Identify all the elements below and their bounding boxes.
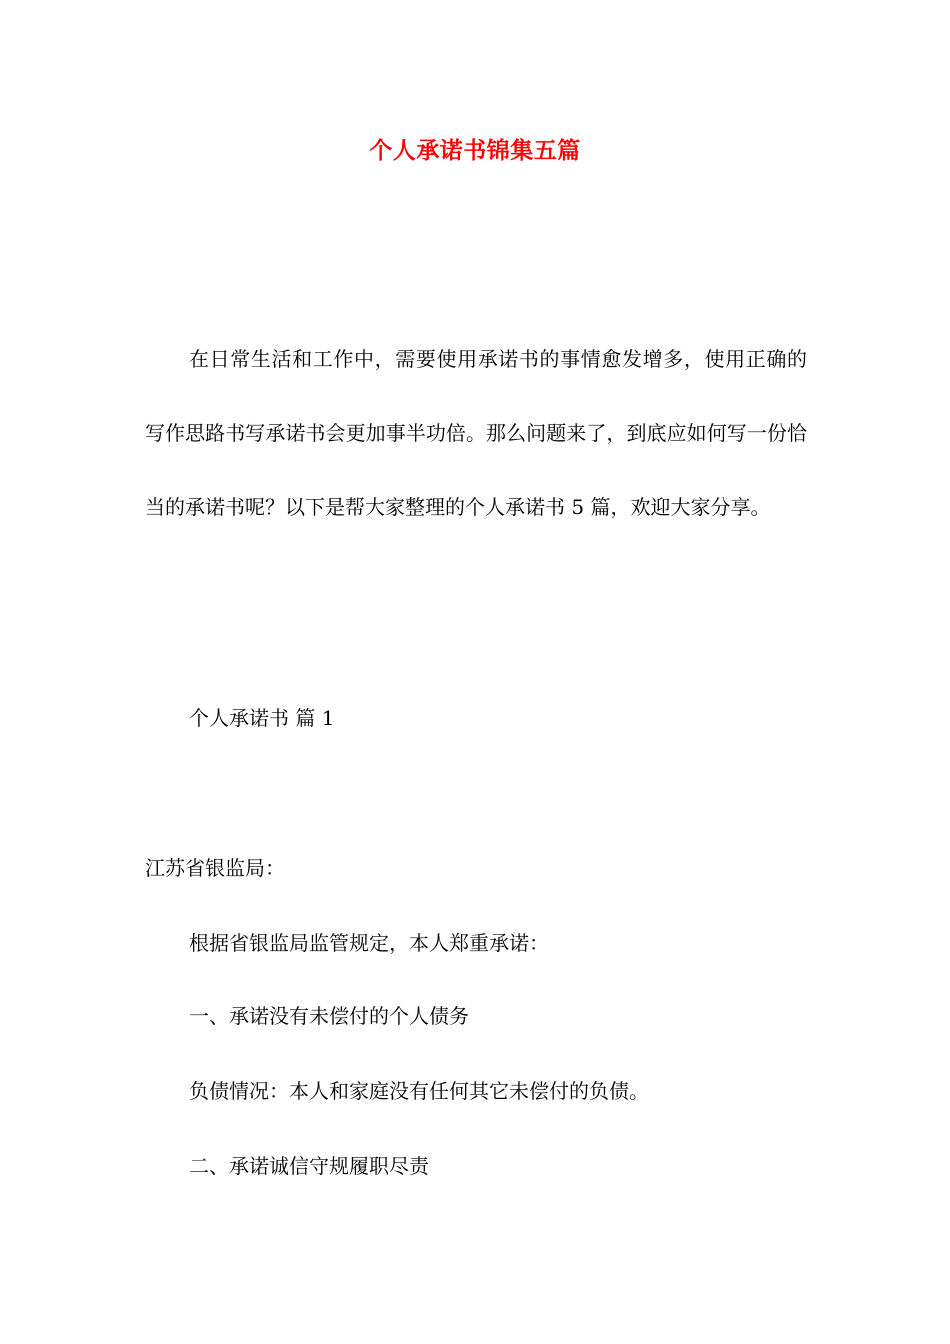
addressee: 江苏省银监局： bbox=[145, 856, 285, 880]
intro-paragraph: 在日常生活和工作中，需要使用承诺书的事情愈发增多，使用正确的写作思路书写承诺书会更加事半功倍。那么问题来了，到底应如何写一份恰当的承诺书呢？以下是帮大家整理的个人承诺书 5 篇，欢迎大家分享。 bbox=[145, 347, 807, 519]
body-paragraph: 根据省银监局监管规定，本人郑重承诺： bbox=[189, 931, 549, 955]
document-title: 个人承诺书锦集五篇 bbox=[369, 137, 581, 164]
section-heading: 个人承诺书 篇 1 bbox=[189, 706, 335, 730]
body-paragraph: 负债情况：本人和家庭没有任何其它未偿付的负债。 bbox=[189, 1079, 649, 1103]
body-paragraph: 一、承诺没有未偿付的个人债务 bbox=[189, 1004, 469, 1028]
body-paragraph: 二、承诺诚信守规履职尽责 bbox=[189, 1154, 429, 1178]
